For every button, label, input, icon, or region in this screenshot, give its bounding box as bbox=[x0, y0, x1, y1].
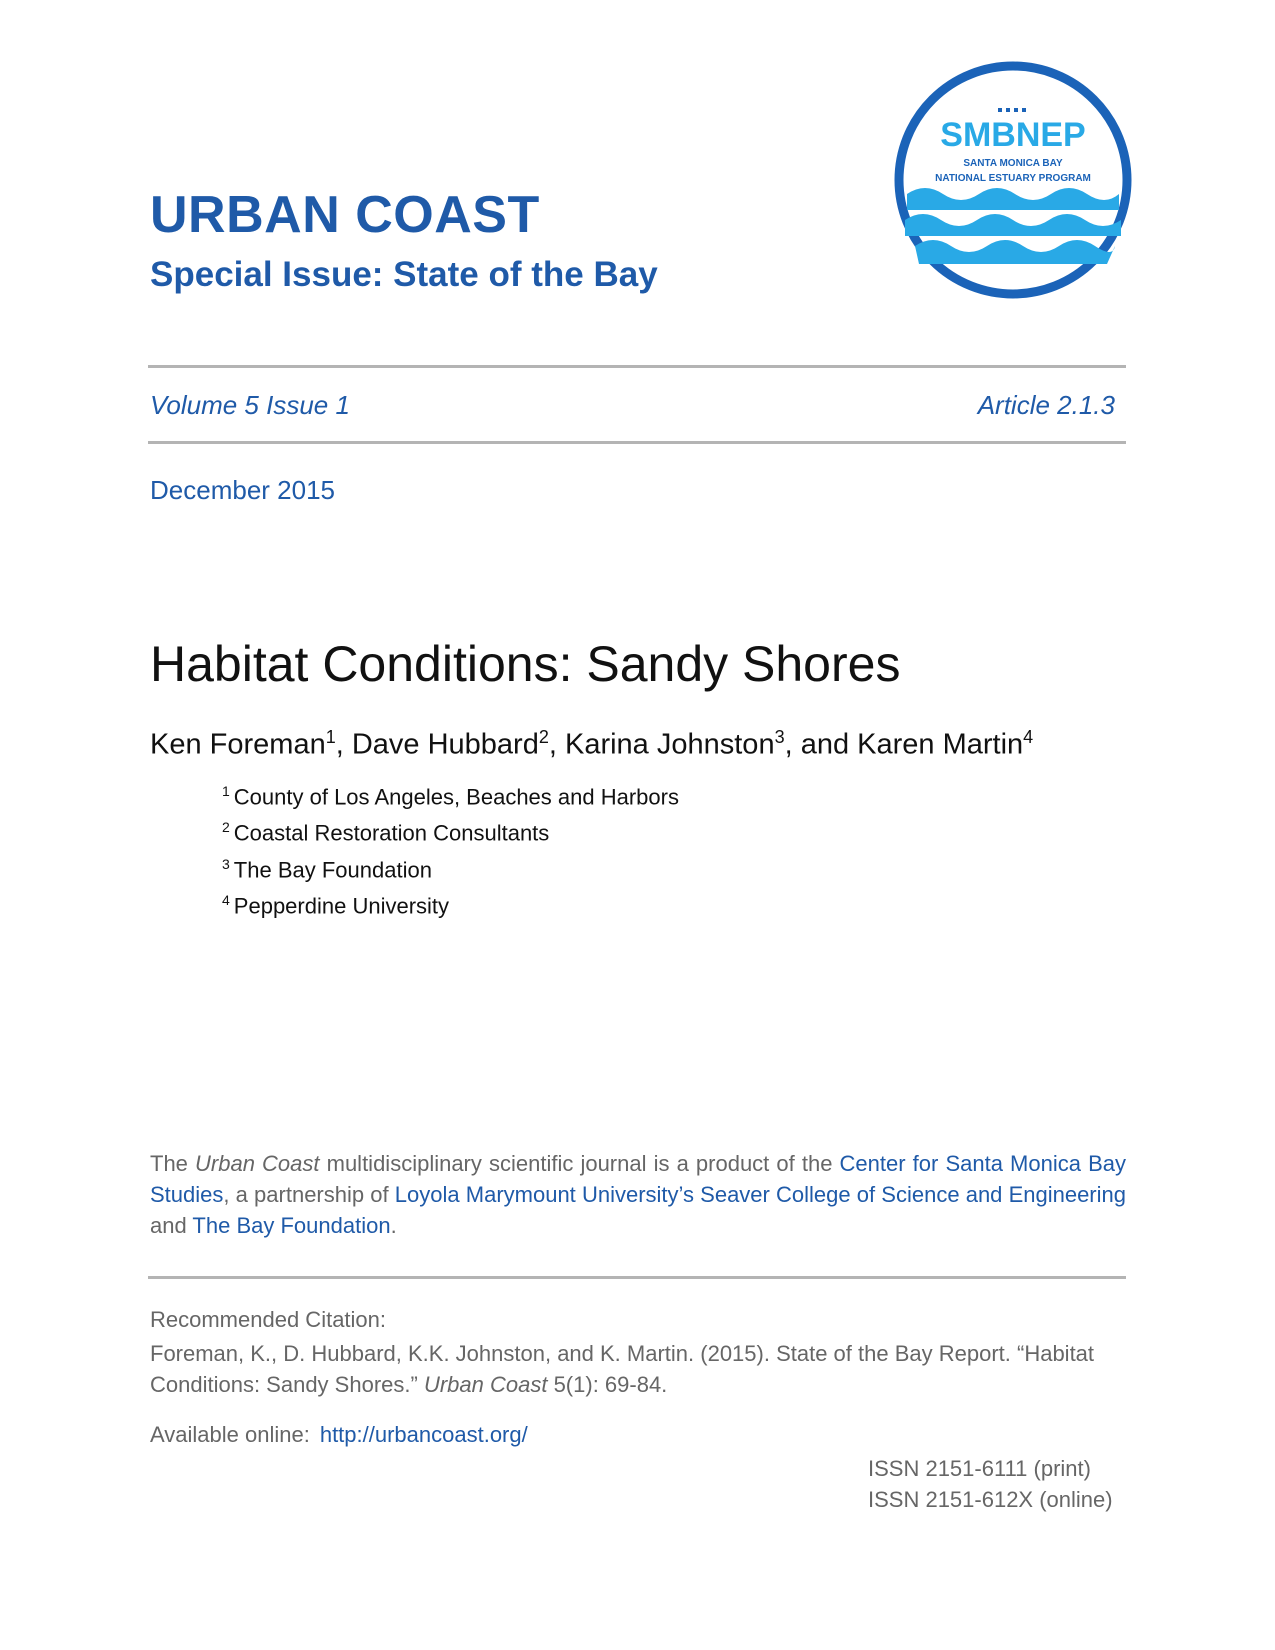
divider-citation bbox=[148, 1276, 1126, 1279]
logo-acronym: SMBNEP bbox=[940, 116, 1086, 154]
author-list bbox=[150, 727, 1033, 762]
journal-title: URBAN COAST bbox=[150, 186, 540, 244]
citation-text bbox=[150, 1338, 1126, 1400]
citation-journal-name: Urban Coast bbox=[423, 1372, 548, 1397]
wave-icon bbox=[905, 188, 1121, 264]
author-name: Karina Johnston bbox=[564, 728, 775, 761]
author-superscript: 2 bbox=[538, 727, 549, 747]
journal-statement bbox=[150, 1148, 1126, 1241]
citation-label: Recommended Citation: bbox=[150, 1307, 387, 1332]
logo-line-1: SANTA MONICA BAY bbox=[963, 158, 1063, 169]
author-separator: , and bbox=[784, 728, 858, 761]
citation-part: Foreman, K., D. Hubbard, K.K. Johnston, and K. Martin. (2015). State of the Bay Report. “Habitat Conditions: Sandy Shores.” bbox=[150, 1341, 1095, 1397]
lmu-link[interactable]: Loyola Marymount University’s Seaver College of Science and Engineering bbox=[394, 1182, 1126, 1207]
affiliation-name: The Bay Foundation bbox=[233, 856, 432, 882]
issue-date: December 2015 bbox=[150, 475, 335, 505]
smbnep-logo bbox=[893, 60, 1133, 300]
affiliation-item bbox=[222, 812, 679, 848]
author-separator: , bbox=[335, 728, 352, 761]
statement-journal-name: Urban Coast bbox=[195, 1151, 320, 1176]
bay-foundation-link[interactable]: The Bay Foundation bbox=[192, 1213, 391, 1238]
availability-line bbox=[150, 1422, 528, 1448]
statement-text: multidisciplinary scientific journal is a product of the bbox=[319, 1151, 840, 1176]
affiliation-item bbox=[222, 849, 679, 885]
affiliation-number: 4 bbox=[222, 891, 230, 908]
center-link[interactable]: Center for Santa Monica Bay Studies bbox=[150, 1151, 1126, 1207]
article-title: Habitat Conditions: Sandy Shores bbox=[150, 636, 901, 692]
author-separator: , bbox=[548, 728, 565, 761]
statement-text: and bbox=[150, 1213, 193, 1238]
special-issue-subtitle: Special Issue: State of the Bay bbox=[150, 255, 658, 294]
author-superscript: 3 bbox=[774, 727, 785, 747]
issn-block bbox=[868, 1453, 1113, 1515]
statement-text: , a partnership of bbox=[223, 1182, 395, 1207]
affiliation-name: Pepperdine University bbox=[233, 893, 450, 919]
statement-text: . bbox=[390, 1213, 397, 1238]
logo-line-2: NATIONAL ESTUARY PROGRAM bbox=[935, 173, 1091, 184]
affiliation-list bbox=[222, 776, 679, 921]
affiliation-number: 2 bbox=[222, 819, 230, 836]
divider-top bbox=[148, 365, 1126, 368]
affiliation-name: County of Los Angeles, Beaches and Harbors bbox=[233, 784, 679, 810]
citation-part: 5(1): 69-84. bbox=[547, 1372, 668, 1397]
affiliation-item bbox=[222, 885, 679, 921]
statement-text: The bbox=[150, 1151, 196, 1176]
website-link[interactable]: http://urbancoast.org/ bbox=[319, 1422, 528, 1447]
author-superscript: 4 bbox=[1023, 727, 1034, 747]
author-name: Karen Martin bbox=[857, 728, 1024, 761]
affiliation-number: 3 bbox=[222, 855, 230, 872]
affiliation-name: Coastal Restoration Consultants bbox=[233, 820, 550, 846]
affiliation-item bbox=[222, 776, 679, 812]
issn-online: ISSN 2151-612X (online) bbox=[868, 1487, 1113, 1512]
author-superscript: 1 bbox=[325, 727, 336, 747]
author-name: Dave Hubbard bbox=[351, 728, 539, 761]
affiliation-number: 1 bbox=[222, 783, 230, 799]
issn-print: ISSN 2151-6111 (print) bbox=[868, 1456, 1091, 1481]
availability-label: Available online: bbox=[150, 1422, 310, 1447]
article-number: Article 2.1.3 bbox=[977, 390, 1115, 420]
divider-bottom bbox=[148, 441, 1126, 444]
author-name: Ken Foreman bbox=[150, 728, 326, 761]
volume-issue: Volume 5 Issue 1 bbox=[150, 390, 350, 420]
